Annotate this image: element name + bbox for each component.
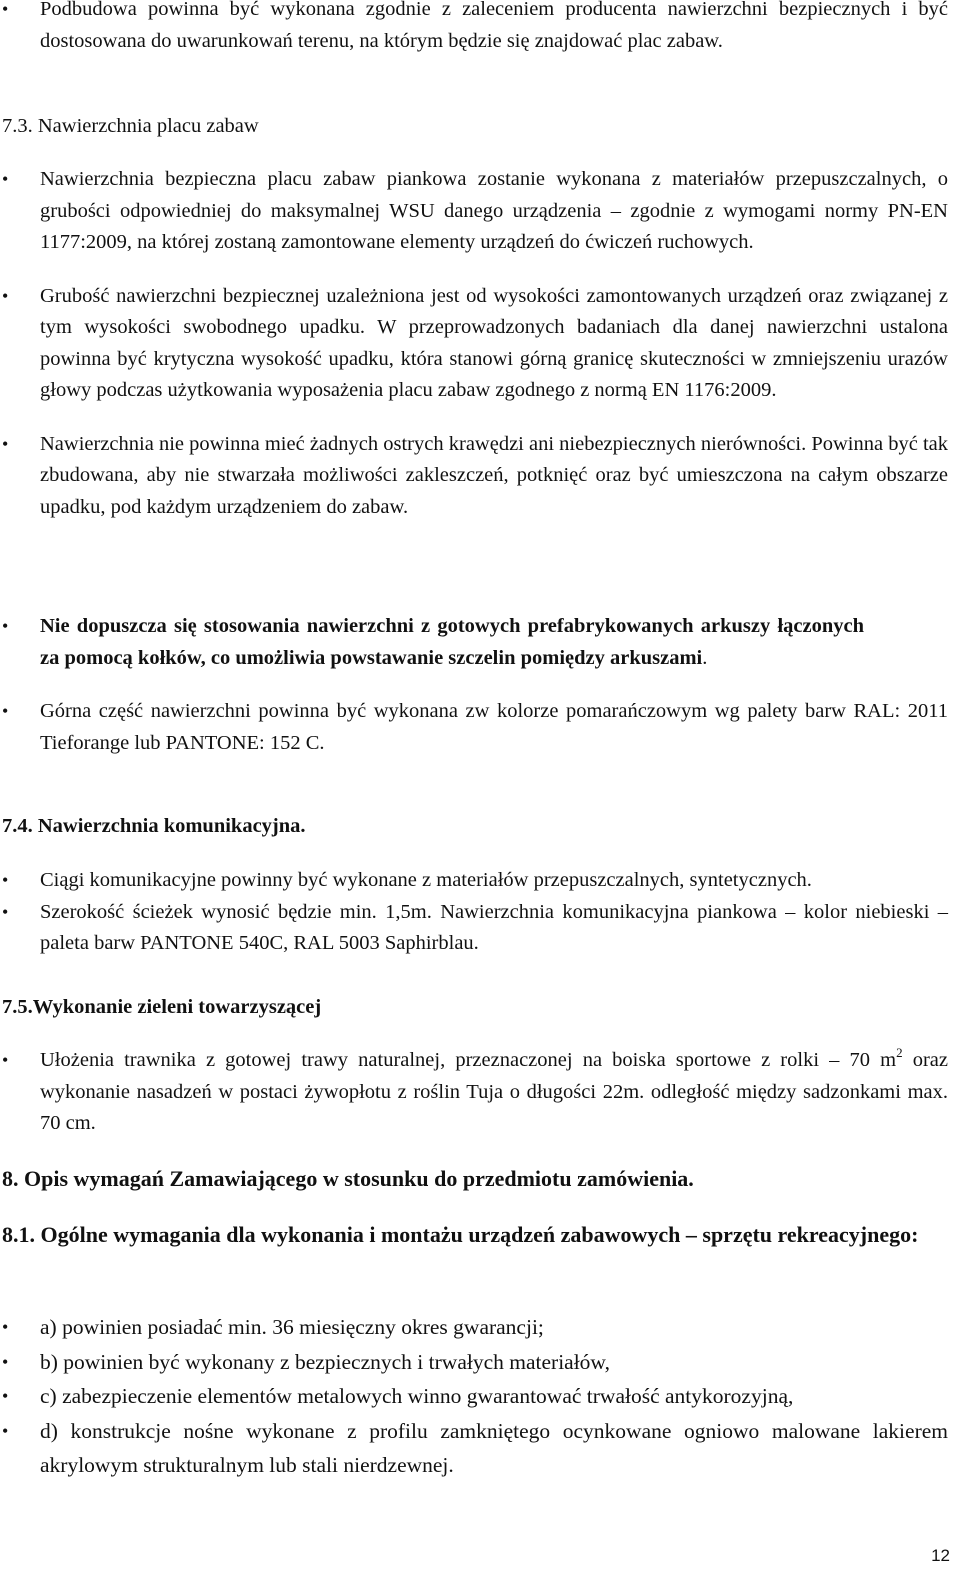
list-item: • d) konstrukcje nośne wykonane z profilu zamkniętego ocynkowane ogniowo malowane lakierem akrylowym strukturalnym lub stali nierdzewnej. — [0, 1414, 960, 1483]
list-item — [0, 1045, 960, 1140]
bold-text: za pomocą kołków, co umożliwia powstawanie szczelin pomiędzy arkuszami — [40, 646, 703, 669]
list-item: • Podbudowa powinna być wykonana zgodnie z zaleceniem producenta nawierzchni bezpiecznych i być dostosowana do uwarunkowań terenu, na którym będzie się znajdować plac zabaw. — [0, 0, 960, 57]
section-heading-8: 8. Opis wymagań Zamawiającego w stosunku do przedmiotu zamówienia. — [2, 1166, 694, 1191]
sentence-end: . — [702, 646, 708, 669]
section-8-1-list — [0, 1310, 960, 1483]
list-item: • b) powinien być wykonany z bezpiecznych i trwałych materiałów, — [0, 1345, 960, 1380]
section-7-5-list — [0, 1045, 960, 1140]
section-7-3-list — [0, 164, 960, 523]
section-heading-8-1: 8.1. Ogólne wymagania dla wykonania i montażu urządzeń zabawowych – sprzętu rekreacyjnego: — [2, 1222, 919, 1247]
list-item: • Ciągi komunikacyjne powinny być wykonane z materiałów przepuszczalnych, syntetycznych. — [0, 865, 960, 897]
text-part: oraz wykonanie nasadzeń w postaci żywopłotu z roślin Tuja o długości 22m. odległość między sadzonkami max. 70 cm. — [40, 1049, 948, 1134]
list-item: • Nawierzchnia bezpieczna placu zabaw piankowa zostanie wykonana z materiałów przepuszczalnych, o grubości odpowiedniej do maksymalnej WSU danego urządzenia – zgodnie z wymogami normy PN-EN 1177:2009, na której zostaną zamontowane elementy urządzeń do ćwiczeń ruchowych. — [0, 164, 960, 259]
superscript: 2 — [896, 1045, 903, 1060]
section-7-3-list-2 — [0, 611, 960, 759]
section-heading-7-4: 7.4. Nawierzchnia komunikacyjna. — [2, 815, 306, 837]
section-heading-7-5: 7.5.Wykonanie zieleni towarzyszącej — [2, 996, 322, 1018]
list-item: • Szerokość ścieżek wynosić będzie min. 1,5m. Nawierzchnia komunikacyjna piankowa – kolor niebieski – paleta barw PANTONE 540C, RAL 5003 Saphirblau. — [0, 897, 960, 960]
list-item — [0, 611, 960, 674]
list-item: • Górna część nawierzchni powinna być wykonana zw kolorze pomarańczowym wg palety barw RAL: 2011 Tieforange lub PANTONE: 152 C. — [0, 696, 960, 759]
list-item: • a) powinien posiadać min. 36 miesięczny okres gwarancji; — [0, 1310, 960, 1345]
bold-text: Nie dopuszcza się stosowania nawierzchni z gotowych prefabrykowanych arkuszy łączonych — [40, 615, 864, 637]
page-number: 12 — [931, 1546, 950, 1565]
section-7-4-list — [0, 865, 960, 960]
top-section — [0, 0, 960, 57]
section-heading-7-3: 7.3. Nawierzchnia placu zabaw — [2, 115, 259, 137]
list-item: • c) zabezpieczenie elementów metalowych winno gwarantować trwałość antykorozyjną, — [0, 1379, 960, 1414]
text-part: Ułożenia trawnika z gotowej trawy naturalnej, przeznaczonej na boiska sportowe z rolki – 70 m — [40, 1049, 897, 1071]
list-item: • Grubość nawierzchni bezpiecznej uzależniona jest od wysokości zamontowanych urządzeń oraz związanej z tym wysokości swobodnego upadku. W przeprowadzonych badaniach dla danej nawierzchni ustalona powinna być krytyczna wysokość upadku, która stanowi górną granicę skuteczności w zmniejszeniu urazów głowy podczas użytkowania wyposażenia placu zabaw zgodnego z normą EN 1176:2009. — [0, 281, 960, 407]
list-item: • Nawierzchnia nie powinna mieć żadnych ostrych krawędzi ani niebezpiecznych nierówności. Powinna być tak zbudowana, aby nie stwarzała możliwości zakleszczeń, potknięć oraz być umieszczona na całym obszarze upadku, pod każdym urządzeniem do zabaw. — [0, 429, 960, 524]
